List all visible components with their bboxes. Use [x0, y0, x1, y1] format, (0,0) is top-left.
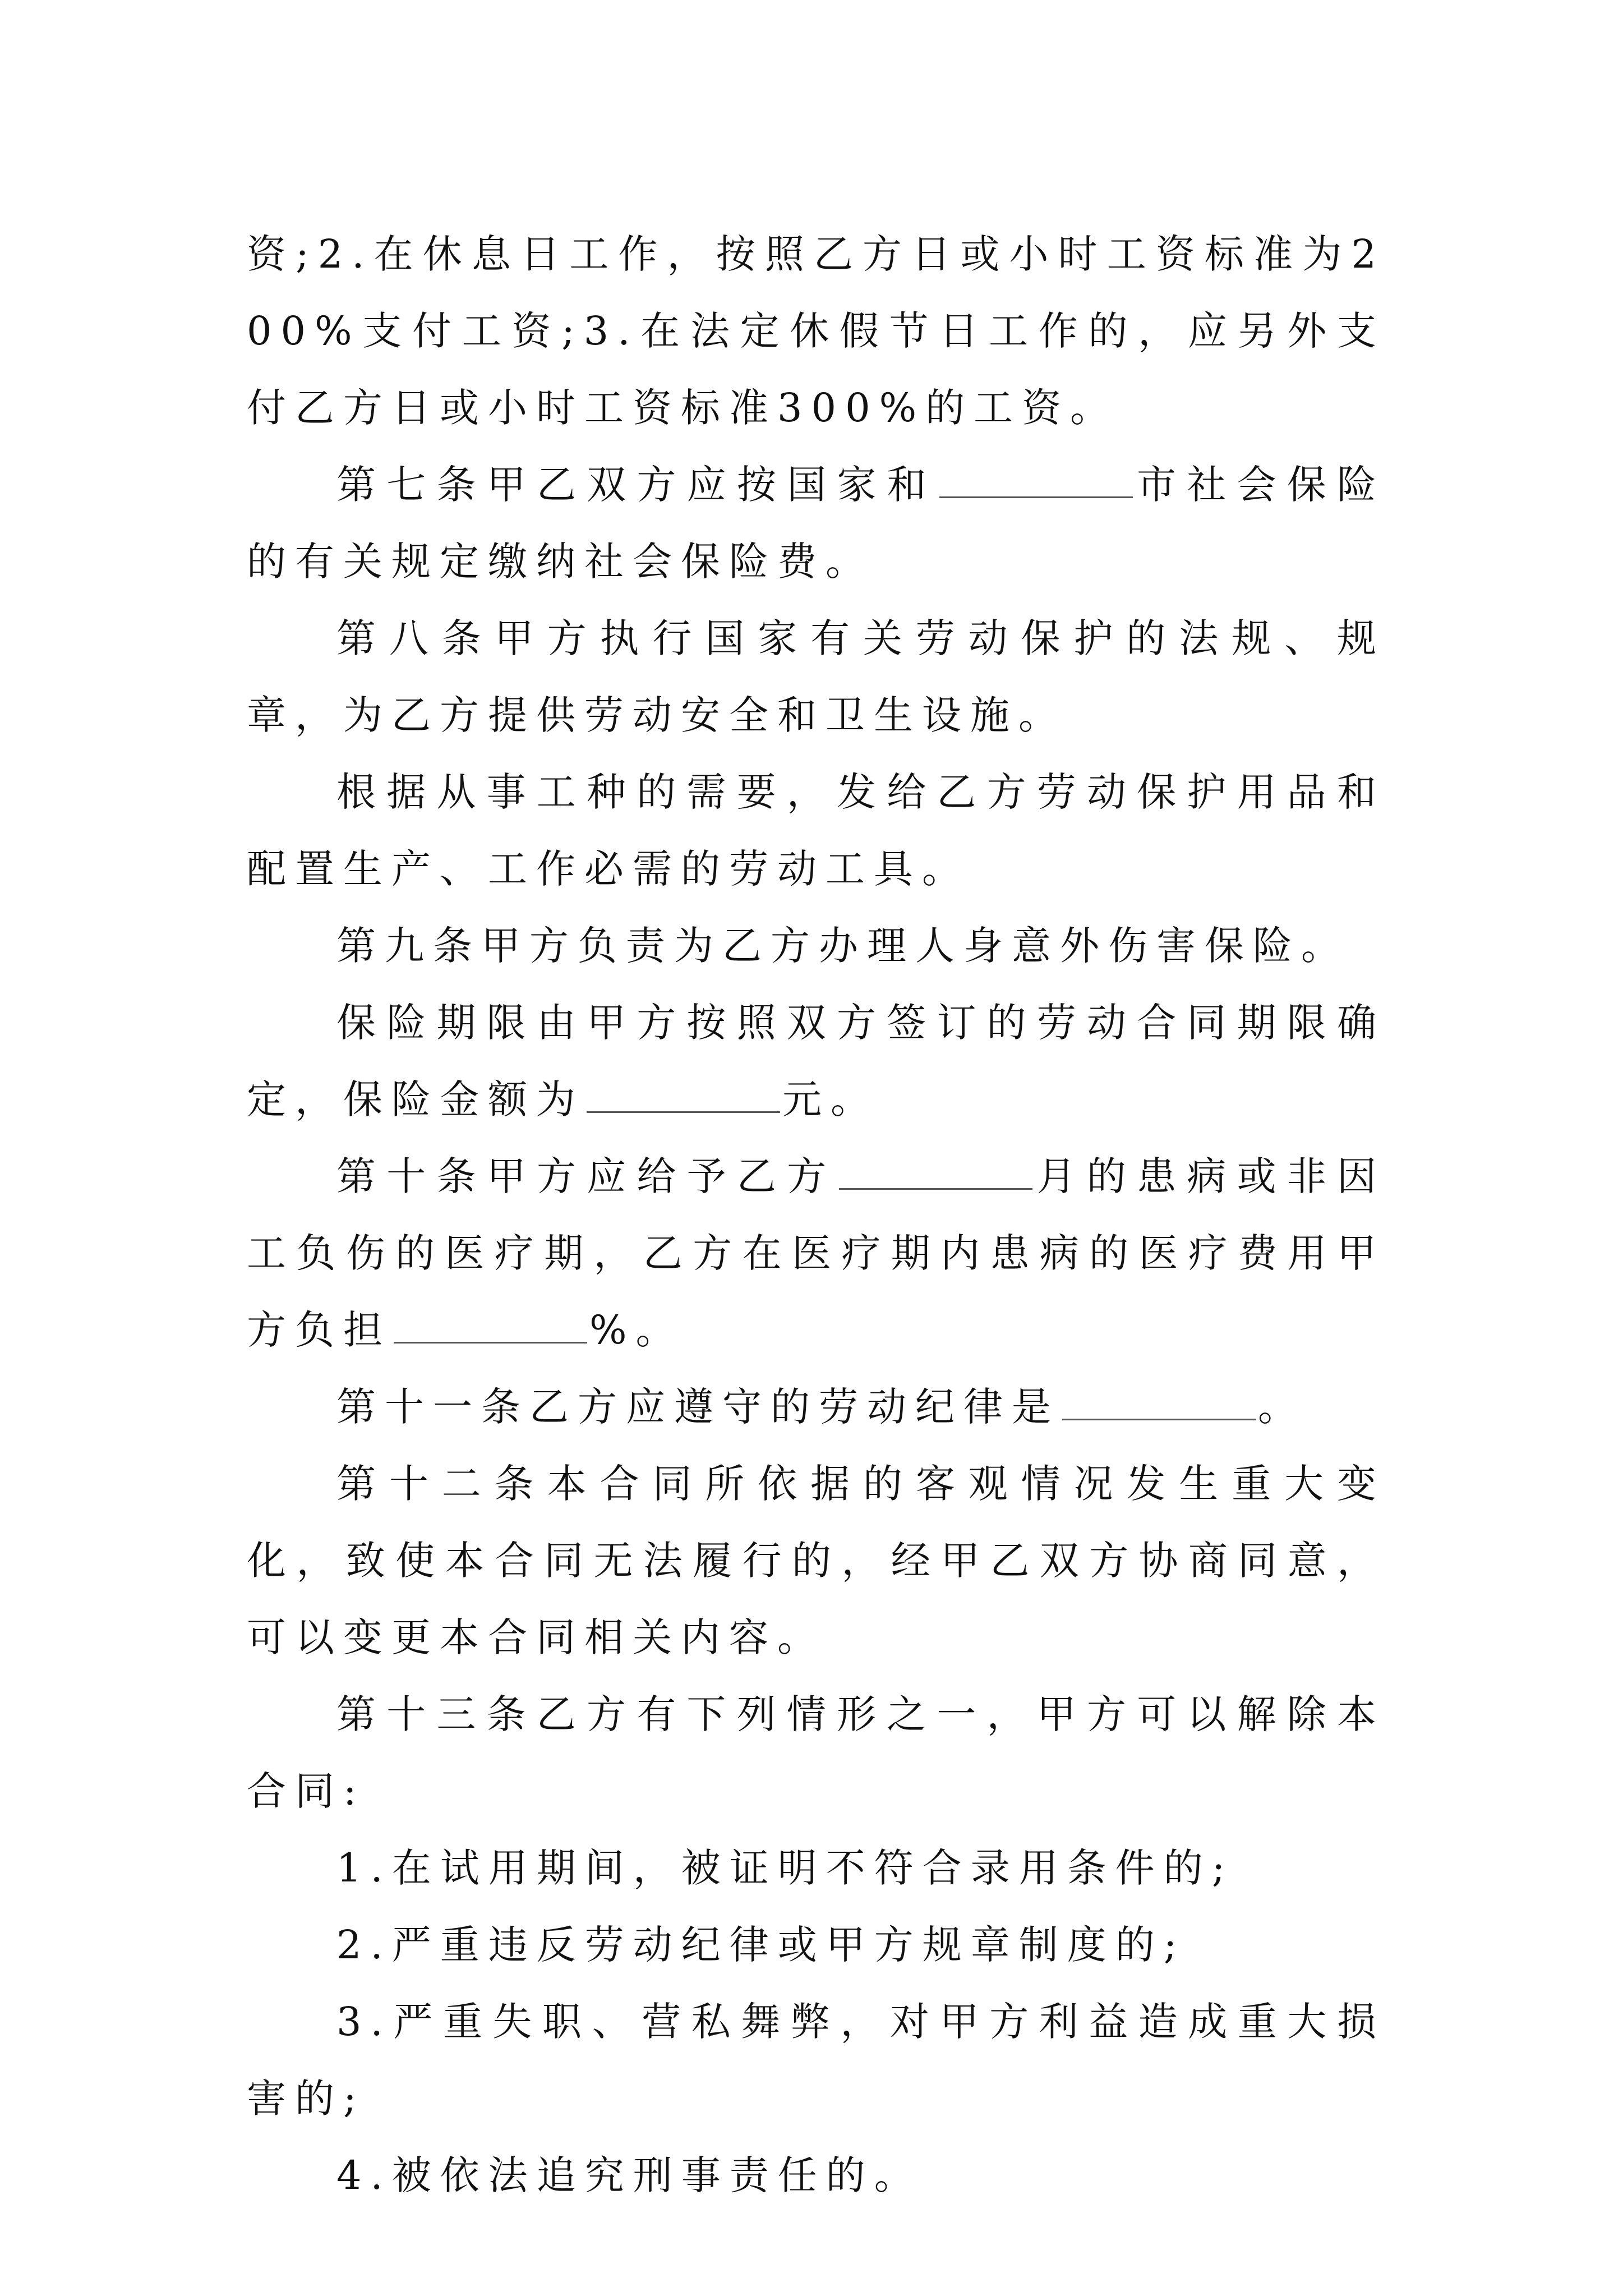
list-item-13-2: 2.严重违反劳动纪律或甲方规章制度的;	[336, 1922, 1186, 1968]
fill-blank-discipline	[1062, 1418, 1256, 1420]
list-item-13-1: 1.在试用期间，被证明不符合录用条件的;	[336, 1845, 1234, 1891]
fill-blank-city	[939, 496, 1133, 498]
paragraph-article-8: 第八条甲方执行国家有关劳动保护的法规、规章，为乙方提供劳动安全和卫生设施。	[247, 615, 1385, 738]
paragraph-article-8-supplies: 根据从事工种的需要，发给乙方劳动保护用品和配置生产、工作必需的劳动工具。	[247, 769, 1385, 892]
paragraph-article-12: 第十二条本合同所依据的客观情况发生重大变化，致使本合同无法履行的，经甲乙双方协商同意，可以变更本合同相关内容。	[247, 1461, 1385, 1660]
paragraph-article-7	[247, 447, 1385, 600]
article-10-text-before: 第十条甲方应给予乙方	[336, 1153, 837, 1199]
paragraph-article-11	[247, 1369, 1385, 1446]
paragraph-article-9: 第九条甲方负责为乙方办理人身意外伤害保险。	[336, 923, 1349, 969]
article-10-text-middle: 月的患病或非因工负伤的医疗期，乙方在医疗期内患病的医疗费用甲方负担	[247, 1153, 1386, 1353]
document-body	[247, 216, 1385, 2214]
list-item-13-4: 4.被依法追究刑事责任的。	[336, 2152, 923, 2198]
article-10-text-after: %。	[589, 1307, 684, 1353]
article-9-text-before: 保险期限由甲方按照双方签订的劳动合同期限确定，保险金额为	[247, 1000, 1385, 1122]
paragraph-wage-continuation: 资;2.在休息日工作，按照乙方日或小时工资标准为200%支付工资;3.在法定休假节日工作的，应另外支付乙方日或小时工资标准300%的工资。	[247, 231, 1385, 431]
article-7-text-after: 市社会保险的有关规定缴纳社会保险费。	[247, 462, 1386, 585]
article-11-text-after: 。	[1258, 1384, 1306, 1430]
article-11-text-before: 第十一条乙方应遵守的劳动纪律是	[336, 1384, 1060, 1430]
paragraph-article-10	[247, 1138, 1385, 1369]
fill-blank-insurance-amount	[587, 1111, 780, 1113]
paragraph-article-9-amount	[247, 984, 1385, 1138]
article-7-text-before: 第七条甲乙双方应按国家和	[336, 462, 937, 508]
article-9-text-after: 元。	[782, 1076, 879, 1122]
list-item-13-3: 3.严重失职、营私舞弊，对甲方利益造成重大损害的;	[247, 1999, 1385, 2122]
paragraph-article-13: 第十三条乙方有下列情形之一，甲方可以解除本合同:	[247, 1691, 1385, 1814]
fill-blank-percent	[394, 1341, 587, 1343]
fill-blank-months	[839, 1188, 1032, 1190]
